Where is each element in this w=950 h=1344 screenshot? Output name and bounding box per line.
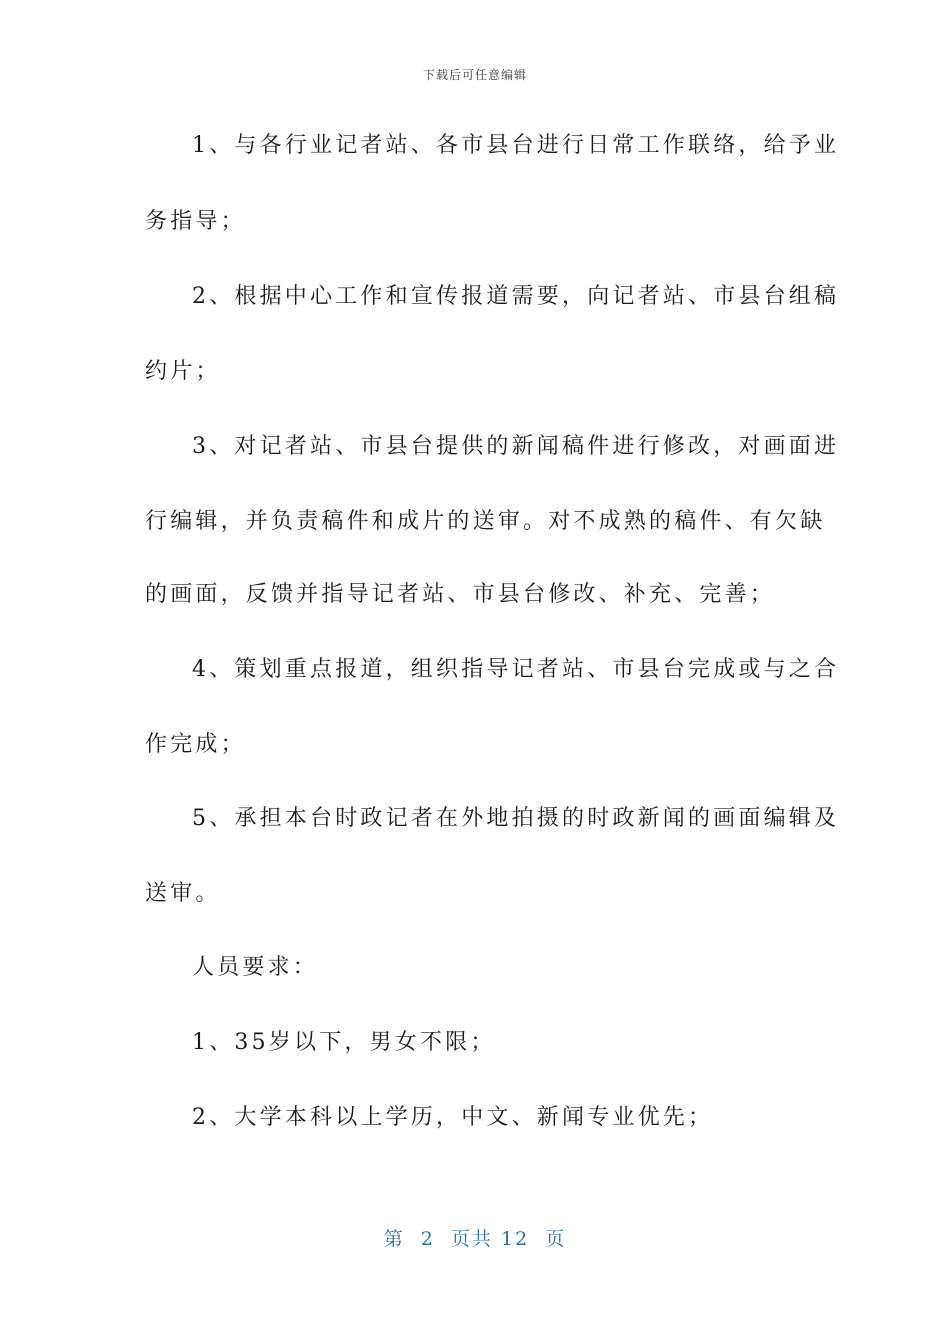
page-number-footer: 第 2 页共 12 页	[383, 1228, 567, 1250]
paragraph-line: 务指导；	[145, 209, 246, 234]
paragraph-line: 4、策划重点报道，组织指导记者站、市县台完成或与之合	[192, 657, 840, 682]
page-header: 下载后可任意编辑	[422, 68, 527, 82]
paragraph-line: 1、与各行业记者站、各市县台进行日常工作联络，给予业	[192, 133, 840, 158]
paragraph-line: 作完成；	[145, 732, 246, 757]
paragraph-line: 2、根据中心工作和宣传报道需要，向记者站、市县台组稿	[192, 284, 840, 309]
paragraph-line: 约片；	[145, 359, 221, 384]
section-heading: 人员要求：	[192, 955, 319, 980]
paragraph-line: 2、大学本科以上学历，中文、新闻专业优先；	[192, 1105, 714, 1130]
paragraph-line: 行编辑，并负责稿件和成片的送审。对不成熟的稿件、有欠缺	[145, 509, 826, 534]
paragraph-line: 1、35岁以下，男女不限；	[192, 1030, 496, 1055]
paragraph-line: 5、承担本台时政记者在外地拍摄的时政新闻的画面编辑及	[192, 806, 840, 831]
paragraph-line: 的画面，反馈并指导记者站、市县台修改、补充、完善；	[145, 582, 776, 607]
paragraph-line: 送审。	[145, 881, 221, 906]
paragraph-line: 3、对记者站、市县台提供的新闻稿件进行修改，对画面进	[192, 434, 840, 459]
